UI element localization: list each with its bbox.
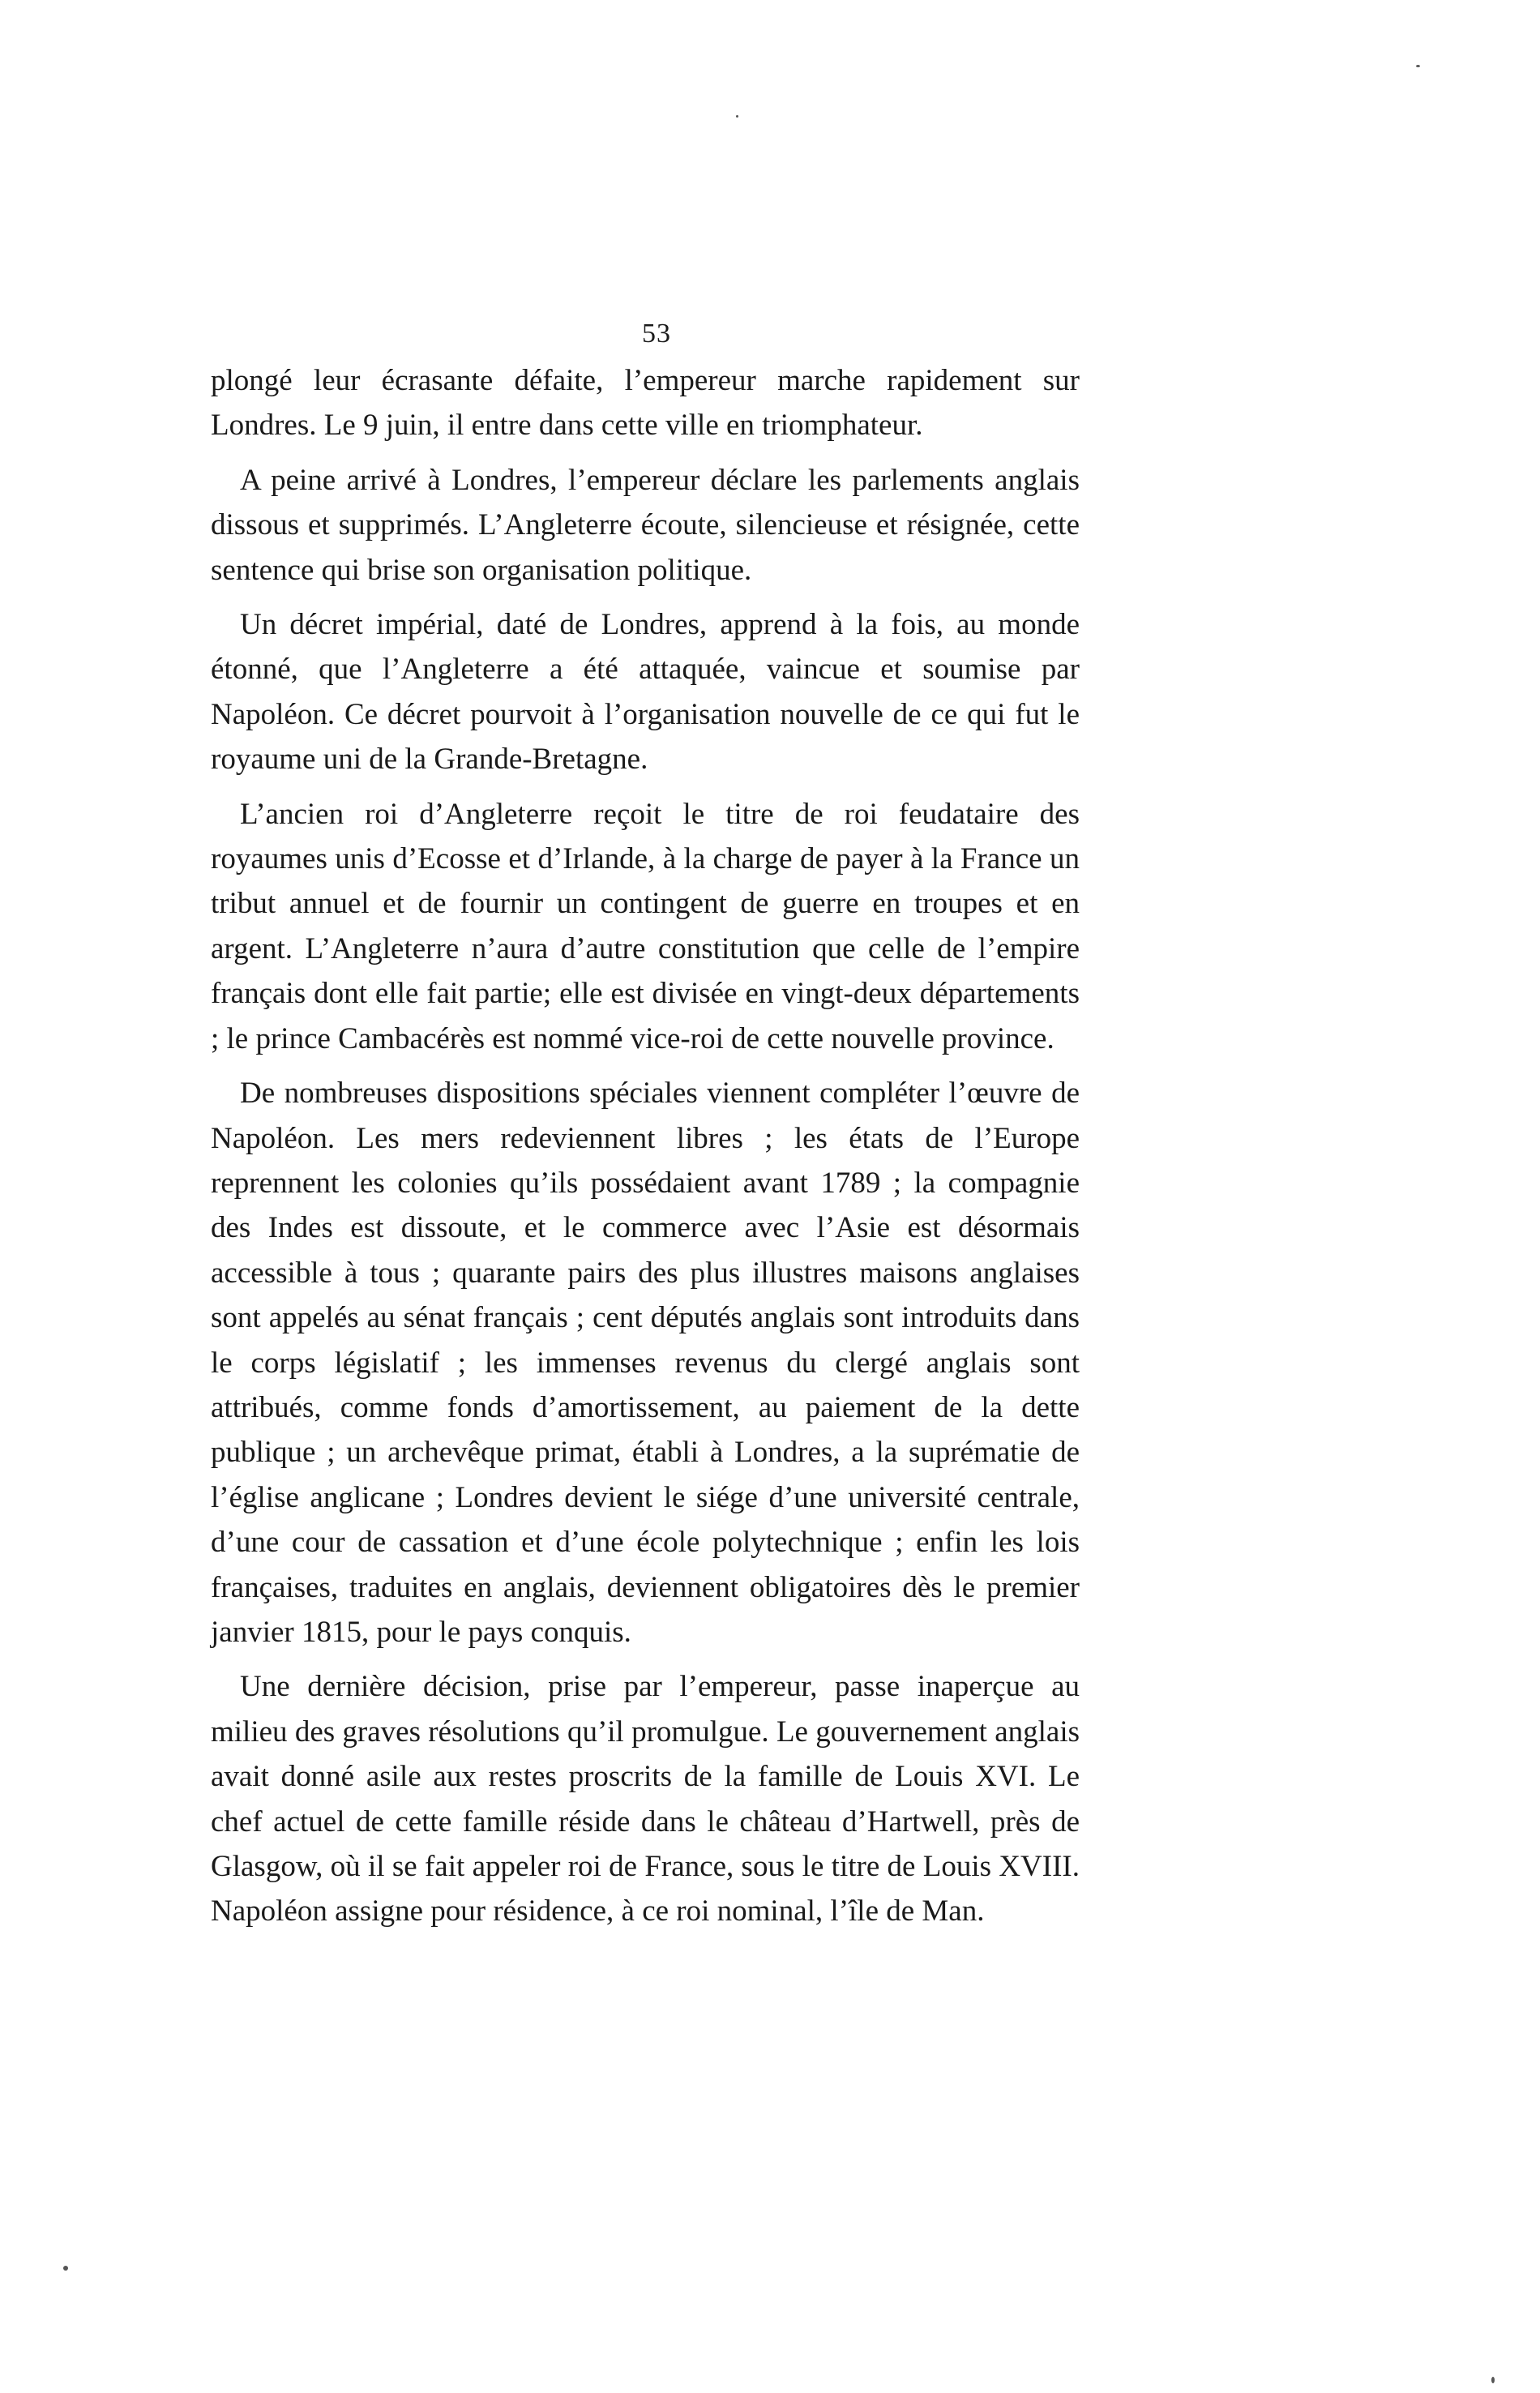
paragraph-special-provisions: De nombreuses dispositions spéciales viennent compléter l’œuvre de Napoléon. Les mers redeviennent libres ; les états de l’Europe reprennent les colonies qu’ils possédaient avant 1789 ; la compagnie des Indes est dissoute, et le commerce avec l’Asie est désormais accessible à tous ; quarante pairs des plus illustres maisons anglaises sont appelés au sénat français ; cent députés anglais sont introduits dans le corps législatif ; les immenses revenus du clergé anglais sont attribués, comme fonds d’amortissement, au paiement de la dette publique ; un archevêque primat, établi à Londres, a la suprématie de l’église anglicane ; Londres devient le siége d’une université centrale, d’une cour de cassation et d’une école polytechnique ; enfin les lois françaises, traduites en anglais, deviennent obligatoires dès le premier janvier 1815, pour le pays conquis. <box>211 1077 1080 1649</box>
paragraph-imperial-decree: Un décret impérial, daté de Londres, apprend à la fois, au monde étonné, que l’Angleterre a été attaquée, vaincue et soumise par Napoléon. Ce décret pourvoit à l’organisation nouvelle de ce qui fut le royaume uni de la Grande-Bretagne. <box>211 608 1080 777</box>
paper-speck <box>736 115 738 118</box>
page-number: 53 <box>642 319 671 349</box>
paragraph-parliaments-dissolved: A peine arrivé à Londres, l’empereur déclare les parlements anglais dissous et supprimés. L’Angleterre écoute, silencieuse et résignée, cette sentence qui brise son organisation politique. <box>211 463 1080 587</box>
paper-speck <box>1491 2377 1495 2383</box>
paragraph-continuation: plongé leur écrasante défaite, l’empereur marche rapidement sur Londres. Le 9 juin, il entre dans cette ville en triomphateur. <box>211 364 1080 443</box>
paragraph-last-decision: Une dernière décision, prise par l’empereur, passe inaperçue au milieu des graves résolutions qu’il promulgue. Le gouvernement anglais avait donné asile aux restes proscrits de la famille de Louis XVI. Le chef actuel de cette famille réside dans le château d’Hartwell, près de Glasgow, où il se fait appeler roi de France, sous le titre de Louis XVIII. Napoléon assigne pour résidence, à ce roi nominal, l’île de Man. <box>211 1670 1080 1929</box>
paper-speck <box>63 2266 68 2271</box>
paper-speck <box>1416 65 1420 67</box>
paragraph-former-king: L’ancien roi d’Angleterre reçoit le titre de roi feudataire des royaumes unis d’Ecosse et d’Irlande, à la charge de payer à la France un tribut annuel et de fournir un contingent de guerre en troupes et en argent. L’Angleterre n’aura d’autre constitution que celle de l’empire français dont elle fait partie; elle est divisée en vingt-deux départements ; le prince Cambacérès est nommé vice-roi de cette nouvelle province. <box>211 797 1080 1055</box>
body-text <box>211 358 1080 1944</box>
